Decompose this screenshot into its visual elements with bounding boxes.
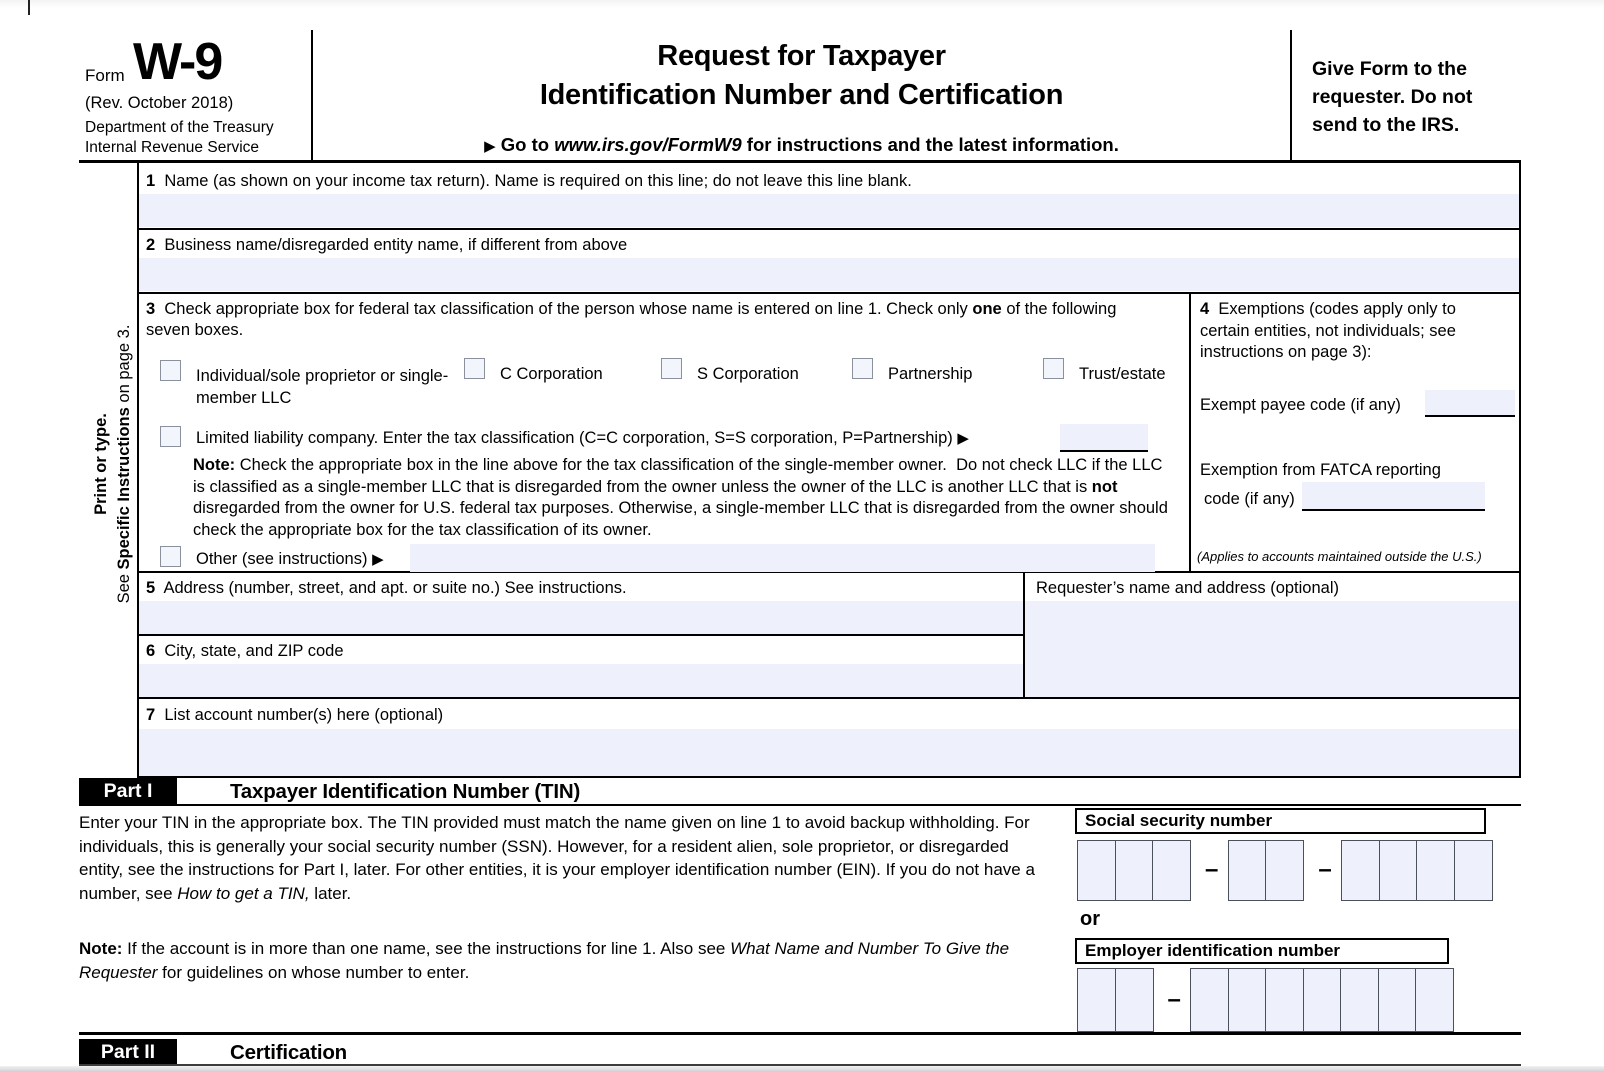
header-rule: [79, 160, 1521, 163]
part2-title: Certification: [230, 1041, 347, 1064]
city-state-zip-input[interactable]: [139, 664, 1023, 697]
part1-title: Taxpayer Identification Number (TIN): [230, 780, 581, 803]
main-box-bottom-border: [137, 776, 1521, 778]
crop-mark: [28, 0, 30, 15]
sidebar-line2: See Specific Instructions on page 3.: [115, 324, 133, 604]
main-box-right-border: [1519, 160, 1521, 778]
line2-label: 2 Business name/disregarded entity name, if different from above: [146, 236, 628, 254]
row5-divider: [137, 634, 1023, 636]
form-word: Form: [85, 66, 125, 85]
checkbox-trust-estate-label: Trust/estate: [1079, 365, 1166, 383]
checkbox-partnership-label: Partnership: [888, 365, 973, 383]
ein-digit-box[interactable]: [1303, 968, 1342, 1032]
ssn-dash: –: [1205, 856, 1219, 883]
checkbox-s-corporation[interactable]: [661, 358, 682, 379]
checkbox-c-corporation[interactable]: [464, 358, 485, 379]
or-label: or: [1080, 908, 1100, 930]
checkbox-other[interactable]: [160, 546, 181, 567]
ein-digit-box[interactable]: [1340, 968, 1379, 1032]
checkbox-llc[interactable]: [160, 426, 181, 447]
exempt-payee-label: Exempt payee code (if any): [1200, 396, 1401, 414]
address-input[interactable]: [139, 601, 1023, 634]
form-title-line2: Identification Number and Certification: [539, 79, 1064, 111]
row2-divider: [137, 292, 1521, 294]
line5-label: 5 Address (number, street, and apt. or suite no.) See instructions.: [146, 579, 627, 597]
business-name-input[interactable]: [139, 258, 1519, 291]
ssn-digit-box[interactable]: [1077, 840, 1116, 901]
other-label: Other (see instructions) ▶: [196, 550, 384, 568]
form-department: Department of the Treasury: [85, 119, 274, 136]
requester-input[interactable]: [1025, 601, 1519, 697]
go-to-line: [313, 134, 1290, 156]
ssn-digit-box[interactable]: [1152, 840, 1191, 901]
line1-label: 1 Name (as shown on your income tax return). Name is required on this line; do not leave this line blank.: [146, 172, 912, 190]
ein-digit-box[interactable]: [1378, 968, 1417, 1032]
header-divider-right: [1290, 30, 1292, 162]
ssn-digit-box[interactable]: [1379, 840, 1418, 901]
part2-top-rule: [79, 1032, 1521, 1035]
row1-divider: [137, 228, 1521, 230]
part1-badge: Part I: [79, 778, 177, 805]
checkbox-individual[interactable]: [160, 360, 181, 381]
ssn-digit-box[interactable]: [1416, 840, 1455, 901]
form-number: W-9: [133, 33, 222, 91]
give-form-text: Give Form to the requester. Do not send to the IRS.: [1312, 58, 1473, 136]
arrow-right-icon: ▶: [372, 551, 384, 568]
checkbox-c-corporation-label: C Corporation: [500, 365, 603, 383]
ssn-boxes: [1077, 840, 1493, 901]
part1-bar-rule: [79, 804, 1521, 806]
tin-instructions: Enter your TIN in the appropriate box. The TIN provided must match the name given on line 1 to avoid backup withholding. For individuals, this is generally your social security number (SSN). However, for a resident alien, sole proprietor, or disregarded entity, see the instructions for Part I, later. For other entities, it is your employer identification number (EIN). If you do not have a number, see How to get a TIN, later.: [79, 813, 1035, 903]
ssn-label-box: Social security number: [1075, 808, 1486, 834]
ein-digit-box[interactable]: [1077, 968, 1116, 1032]
ssn-digit-box[interactable]: [1454, 840, 1493, 901]
form-revision: (Rev. October 2018): [85, 94, 234, 112]
ssn-digit-box[interactable]: [1228, 840, 1267, 901]
ssn-dash: –: [1318, 856, 1332, 883]
other-input[interactable]: [410, 544, 1155, 572]
ein-digit-box[interactable]: [1415, 968, 1454, 1032]
row6-divider: [137, 697, 1521, 699]
account-numbers-input[interactable]: [139, 729, 1519, 776]
box4-divider: [1189, 292, 1191, 571]
fatca-label-line1: Exemption from FATCA reporting: [1200, 461, 1441, 479]
llc-classification-input[interactable]: [1060, 424, 1148, 452]
part2-badge: Part II: [79, 1039, 177, 1066]
arrow-right-icon: ▶: [484, 138, 496, 155]
checkbox-s-corporation-label: S Corporation: [697, 365, 799, 383]
go-to-text: Go to www.irs.gov/FormW9 for instructions and the latest information.: [500, 134, 1119, 155]
line7-label: 7 List account number(s) here (optional): [146, 706, 444, 724]
page-bottom-strip: [0, 1066, 1604, 1072]
ssn-digit-box[interactable]: [1341, 840, 1380, 901]
ein-digit-box[interactable]: [1228, 968, 1267, 1032]
fatca-label-line2: code (if any): [1204, 490, 1295, 508]
sidebar-line1: Print or type.: [92, 413, 110, 515]
arrow-right-icon: ▶: [957, 430, 969, 447]
line6-label: 6 City, state, and ZIP code: [146, 642, 344, 660]
ein-digit-box[interactable]: [1265, 968, 1304, 1032]
page-top-strip: [0, 0, 1604, 8]
checkbox-individual-label: Individual/sole proprietor or single-member LLC: [196, 367, 449, 407]
ssn-digit-box[interactable]: [1265, 840, 1304, 901]
line3-note: Note: Check the appropriate box in the line above for the tax classification of the single-member owner. Do not check LLC if the LLC is classified as a single-member LLC that is disregarded from the owner unless the owner of the LLC is another LLC that is not disregarded from the owner for U.S. federal tax purposes. Otherwise, a single-member LLC that is disregarded from the owner should check the appropriate box for the tax classification of its owner.: [193, 456, 1168, 539]
ein-digit-box[interactable]: [1115, 968, 1154, 1032]
line3-label: 3 Check appropriate box for federal tax classification of the person whose name is entered on line 1. Check only one of the following seven boxes.: [146, 300, 1117, 339]
form-agency: Internal Revenue Service: [85, 139, 260, 156]
ein-dash: –: [1167, 986, 1181, 1013]
requester-label: Requester’s name and address (optional): [1036, 579, 1339, 597]
ein-label-box: Employer identification number: [1075, 938, 1449, 964]
form-title-line1: Request for Taxpayer: [657, 40, 946, 72]
box4-label: 4 Exemptions (codes apply only to certain entities, not individuals; see instructions on page 3):: [1200, 300, 1456, 361]
fatca-code-input[interactable]: [1302, 482, 1485, 511]
ein-digit-box[interactable]: [1190, 968, 1229, 1032]
name-input[interactable]: [139, 194, 1519, 227]
checkbox-partnership[interactable]: [852, 358, 873, 379]
ssn-digit-box[interactable]: [1115, 840, 1154, 901]
checkbox-trust-estate[interactable]: [1043, 358, 1064, 379]
fatca-applies-note: (Applies to accounts maintained outside the U.S.): [1197, 549, 1482, 564]
exempt-payee-input[interactable]: [1425, 390, 1515, 417]
ein-boxes: [1077, 968, 1454, 1032]
llc-label: Limited liability company. Enter the tax classification (C=C corporation, S=S corporation, P=Partnership) ▶: [196, 429, 969, 447]
tin-note: Note: If the account is in more than one name, see the instructions for line 1. Also see What Name and Number To Give the Requester for guidelines on whose number to enter.: [79, 939, 1010, 982]
